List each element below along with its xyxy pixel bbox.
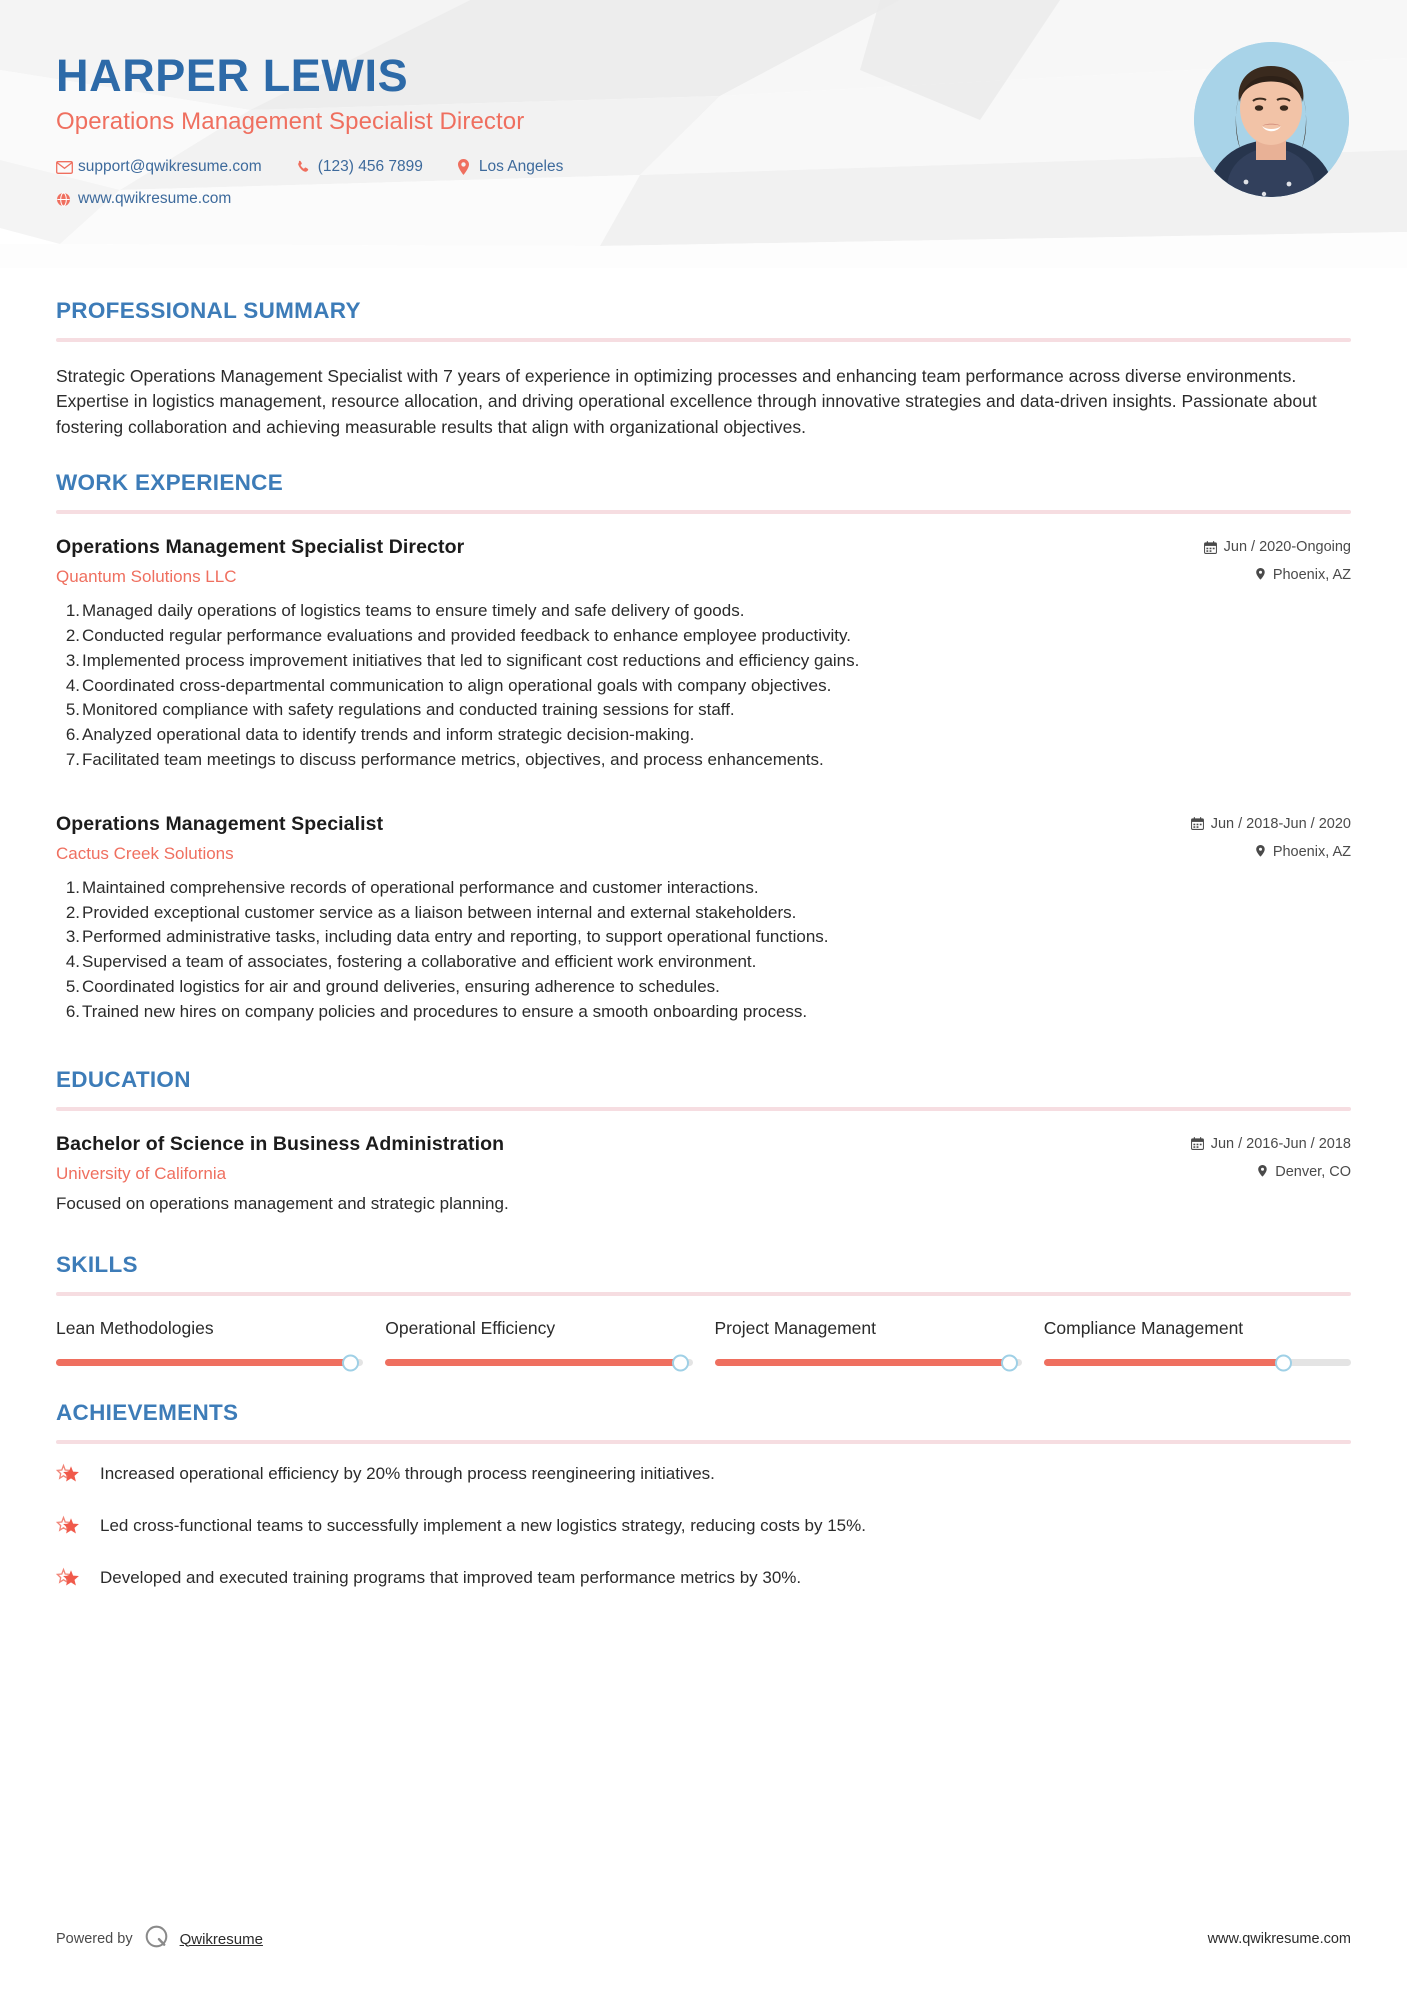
map-pin-icon	[457, 159, 479, 175]
map-pin-icon	[1257, 1165, 1268, 1179]
work-bullet	[56, 649, 1351, 674]
contact-email[interactable]	[56, 158, 262, 176]
bullet-number: 5.	[65, 700, 80, 720]
skill-label: Compliance Management	[1043, 1318, 1244, 1339]
work-company: Cactus Creek Solutions	[56, 843, 234, 863]
skill-slider[interactable]	[715, 1359, 1022, 1366]
education-location-text: Denver, CO	[1275, 1163, 1351, 1180]
work-entry-meta	[1191, 813, 1351, 860]
calendar-icon	[1204, 541, 1217, 554]
page-footer	[56, 1924, 1351, 1954]
work-bullet	[56, 748, 1351, 773]
contact-location	[457, 158, 563, 176]
education-dates-text: Jun / 2016-Jun / 2018	[1210, 1135, 1351, 1152]
bullet-text: Conducted regular performance evaluations and provided feedback to enhance employee productivity.	[82, 625, 851, 645]
work-bullet	[56, 925, 1351, 950]
education-entry-main	[56, 1133, 1191, 1184]
work-location	[1191, 844, 1351, 860]
bullet-text: Implemented process improvement initiatives that led to significant cost reductions and efficiency gains.	[82, 650, 860, 670]
bullet-text: Analyzed operational data to identify trends and inform strategic decision-making.	[82, 725, 695, 745]
work-bullet	[56, 599, 1351, 624]
resume-header	[0, 0, 1407, 268]
section-education	[56, 1067, 1351, 1217]
education-entry-meta	[1191, 1133, 1351, 1180]
education-location	[1191, 1164, 1351, 1180]
footer-brand-name[interactable]: Qwikresume	[179, 1930, 263, 1948]
education-dates	[1191, 1136, 1351, 1152]
education-entry-header	[56, 1133, 1351, 1184]
work-bullet	[56, 975, 1351, 1000]
bullet-text: Trained new hires on company policies and procedures to ensure a smooth onboarding process.	[82, 1001, 808, 1021]
bullet-number: 2.	[65, 625, 80, 645]
powered-by-label: Powered by	[56, 1931, 133, 1947]
contact-website[interactable]	[56, 190, 231, 208]
contact-website-text: www.qwikresume.com	[78, 190, 232, 208]
bullet-number: 1.	[65, 877, 80, 897]
section-title-summary: PROFESSIONAL SUMMARY	[56, 298, 361, 323]
skill-fill	[1044, 1359, 1284, 1366]
phone-icon	[296, 160, 318, 175]
education-entry	[56, 1133, 1351, 1217]
star-icon	[56, 1514, 84, 1544]
achievement-list	[56, 1462, 1351, 1596]
achievement-text: Developed and executed training programs that improved team performance metrics by 30%.	[100, 1568, 802, 1588]
skill-item	[56, 1318, 363, 1366]
work-entry-header	[56, 813, 1351, 864]
work-entry-meta	[1204, 536, 1351, 583]
bullet-number: 3.	[65, 650, 80, 670]
education-description: Focused on operations management and strategic planning.	[56, 1193, 509, 1213]
work-location-text: Phoenix, AZ	[1272, 843, 1351, 860]
bullet-text: Facilitated team meetings to discuss performance metrics, objectives, and process enhancements.	[82, 750, 824, 769]
skills-grid	[56, 1318, 1351, 1366]
section-divider	[56, 1107, 1351, 1111]
bullet-text: Coordinated cross-departmental communication to align operational goals with company objectives.	[82, 675, 832, 695]
bullet-number: 4.	[65, 675, 80, 695]
section-title-skills: SKILLS	[56, 1252, 138, 1278]
skill-item	[385, 1318, 692, 1366]
contact-phone[interactable]	[296, 158, 423, 176]
achievement-item	[56, 1566, 1351, 1596]
section-title-achievements: ACHIEVEMENTS	[56, 1400, 239, 1426]
skill-knob[interactable]	[672, 1354, 689, 1371]
work-bullet	[56, 723, 1351, 748]
section-divider	[56, 1292, 1351, 1296]
bullet-number: 6.	[65, 1001, 80, 1021]
contact-email-text: support@qwikresume.com	[78, 158, 262, 176]
bullet-number: 5.	[65, 977, 80, 997]
work-entry-main	[56, 536, 1204, 587]
globe-icon	[56, 192, 78, 207]
bullet-text: Coordinated logistics for air and ground deliveries, ensuring adherence to schedules.	[82, 977, 720, 997]
section-work-experience	[56, 470, 1351, 1025]
map-pin-icon	[1255, 845, 1266, 859]
work-entry-header	[56, 536, 1351, 587]
work-bullet	[56, 876, 1351, 901]
skill-label: Operational Efficiency	[385, 1318, 556, 1339]
footer-website[interactable]: www.qwikresume.com	[1207, 1931, 1351, 1947]
envelope-icon	[56, 161, 78, 174]
skill-slider[interactable]	[1044, 1359, 1351, 1366]
calendar-icon	[1191, 1137, 1204, 1150]
contact-phone-text: (123) 456 7899	[317, 158, 423, 176]
section-divider	[56, 510, 1351, 514]
contact-row-secondary	[56, 190, 1351, 208]
work-entry-main	[56, 813, 1191, 864]
work-dates	[1191, 816, 1351, 832]
work-role: Operations Management Specialist	[56, 812, 384, 835]
skill-label: Project Management	[714, 1318, 876, 1339]
work-bullet	[56, 950, 1351, 975]
work-entry-list	[56, 536, 1351, 1025]
calendar-icon	[1191, 817, 1204, 830]
section-professional-summary	[56, 298, 1351, 440]
section-achievements	[56, 1400, 1351, 1596]
summary-text: Strategic Operations Management Specialist with 7 years of experience in optimizing processes and enhancing team performance across diverse environments. Expertise in logistics management, resource allocation, and driving operational excellence through innovative strategies and data-driven insights. Passionate about fostering collaboration and achieving measurable results that align with organizational objectives.	[56, 366, 1317, 437]
qwikresume-logo-icon	[144, 1924, 169, 1954]
section-title-education: EDUCATION	[56, 1066, 191, 1092]
skill-fill	[385, 1359, 680, 1366]
section-divider	[56, 1440, 1351, 1444]
work-bullet	[56, 901, 1351, 926]
work-role: Operations Management Specialist Director	[56, 536, 465, 559]
bullet-number: 2.	[65, 902, 80, 922]
skill-fill	[56, 1359, 351, 1366]
work-bullet	[56, 1000, 1351, 1025]
bullet-text: Monitored compliance with safety regulations and conducted training sessions for staff.	[82, 700, 735, 720]
skill-item	[715, 1318, 1022, 1366]
bullet-number: 3.	[65, 927, 80, 947]
work-bullet-list	[56, 599, 1351, 773]
education-school: University of California	[56, 1163, 227, 1183]
section-title-work-experience: WORK EXPERIENCE	[56, 470, 284, 496]
bullet-number: 7.	[65, 750, 80, 769]
work-bullet	[56, 624, 1351, 649]
work-dates-text: Jun / 2018-Jun / 2020	[1210, 815, 1351, 832]
bullet-text: Managed daily operations of logistics teams to ensure timely and safe delivery of goods.	[82, 601, 745, 621]
skill-label: Lean Methodologies	[56, 1318, 214, 1339]
star-icon	[56, 1462, 84, 1492]
avatar	[1194, 42, 1349, 197]
bullet-text: Provided exceptional customer service as a liaison between internal and external stakeholders.	[82, 902, 797, 922]
work-company: Quantum Solutions LLC	[56, 567, 237, 587]
skill-knob[interactable]	[342, 1354, 359, 1371]
avatar-photo	[1194, 42, 1349, 197]
work-bullet	[56, 674, 1351, 699]
achievement-item	[56, 1514, 1351, 1544]
section-skills	[56, 1252, 1351, 1366]
skill-slider[interactable]	[56, 1359, 363, 1366]
contact-info	[56, 158, 1351, 208]
star-icon	[56, 1566, 84, 1596]
footer-brand-group	[56, 1924, 263, 1954]
contact-row-primary	[56, 158, 1351, 176]
section-divider	[56, 338, 1351, 342]
skill-fill	[715, 1359, 1010, 1366]
bullet-number: 6.	[65, 725, 80, 745]
bullet-number: 4.	[65, 952, 80, 972]
map-pin-icon	[1255, 568, 1266, 582]
skill-knob[interactable]	[1001, 1354, 1018, 1371]
achievement-item	[56, 1462, 1351, 1492]
achievement-text: Increased operational efficiency by 20% through process reengineering initiatives.	[100, 1464, 715, 1484]
work-bullet	[56, 698, 1351, 723]
work-location-text: Phoenix, AZ	[1272, 567, 1351, 584]
education-entry-list	[56, 1133, 1351, 1217]
work-location	[1204, 567, 1351, 583]
contact-location-text: Los Angeles	[478, 158, 564, 176]
job-title: Operations Management Specialist Director	[56, 108, 525, 136]
bullet-text: Maintained comprehensive records of operational performance and customer interactions.	[82, 877, 759, 897]
achievement-text: Led cross-functional teams to successfully implement a new logistics strategy, reducing costs by 15%.	[100, 1516, 866, 1536]
bullet-text: Performed administrative tasks, including data entry and reporting, to support operational functions.	[82, 927, 829, 947]
skill-knob[interactable]	[1275, 1354, 1292, 1371]
skill-item	[1044, 1318, 1351, 1366]
work-entry	[56, 536, 1351, 773]
work-dates-text: Jun / 2020-Ongoing	[1223, 539, 1351, 556]
bullet-text: Supervised a team of associates, fostering a collaborative and efficient work environment.	[82, 952, 757, 972]
bullet-number: 1.	[65, 601, 80, 621]
work-dates	[1204, 539, 1351, 555]
page-title: HARPER LEWIS	[56, 50, 409, 101]
skill-slider[interactable]	[385, 1359, 692, 1366]
work-entry	[56, 813, 1351, 1025]
education-degree: Bachelor of Science in Business Administration	[56, 1132, 505, 1155]
work-bullet-list	[56, 876, 1351, 1025]
